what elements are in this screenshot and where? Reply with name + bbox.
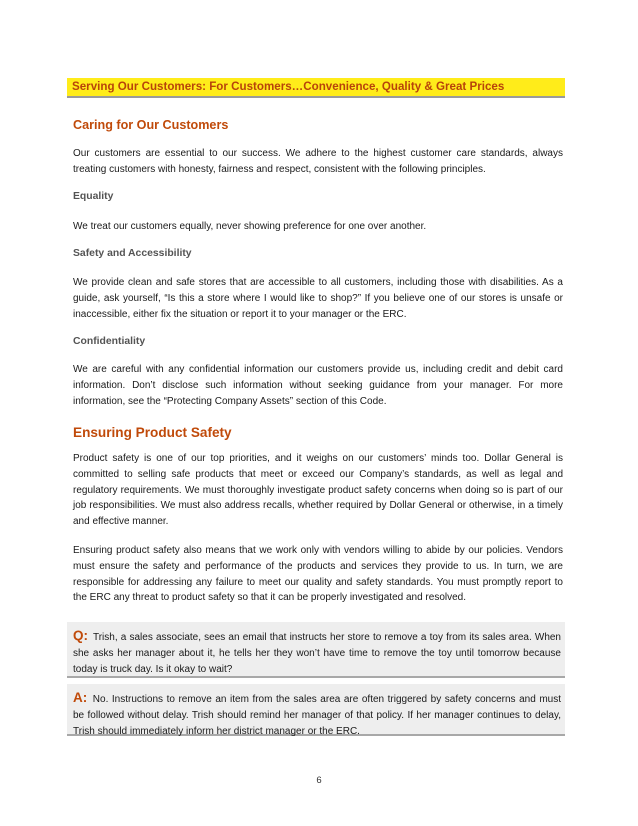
section-banner: Serving Our Customers: For Customers…Convenience, Quality & Great Prices (67, 78, 565, 98)
question-mark-label: Q: (73, 628, 88, 643)
safety-accessibility-heading: Safety and Accessibility (73, 248, 192, 259)
equality-body: We treat our customers equally, never showing preference for one over another. (73, 221, 427, 232)
confidentiality-heading: Confidentiality (73, 336, 146, 347)
safety-accessibility-body: We provide clean and safe stores that are accessible to all customers, including those with disabilities. As a guide, ask yourself, “Is this a store where I would like to shop?” If you believe one of our stores is unsafe or inaccessible, either fix the situation or report it to your manager or the ERC. (73, 277, 563, 320)
question-box (67, 622, 565, 678)
equality-heading: Equality (73, 191, 114, 202)
caring-heading: Caring for Our Customers (73, 118, 229, 132)
page-number: 6 (316, 775, 322, 786)
product-safety-heading: Ensuring Product Safety (73, 425, 232, 440)
confidentiality-body: We are careful with any confidential information our customers provide us, including credit and debit card information. Don’t disclose such information without seeking guidance from your manager. For more information, see the “Protecting Company Assets” section of this Code. (73, 364, 563, 407)
question-text: Trish, a sales associate, sees an email that instructs her store to remove a toy from its sales area. When she asks her manager about it, he tells her they won’t have time to remove the toy until tomorrow because today is truck day. Is it okay to wait? (73, 632, 561, 675)
answer-text: No. Instructions to remove an item from the sales area are often triggered by safety concerns and must be followed without delay. Trish should remind her manager of that policy. If her manager continues to delay, Trish should immediately inform her district manager or the ERC. (73, 694, 561, 737)
caring-intro: Our customers are essential to our success. We adhere to the highest customer care standards, always treating customers with honesty, fairness and respect, consistent with the following principles. (73, 148, 563, 175)
answer-mark-label: A: (73, 690, 88, 705)
product-safety-paragraph-2: Ensuring product safety also means that we work only with vendors willing to abide by our policies. Vendors must ensure the safety and performance of the products and services they provide to us. In turn, we are responsible for addressing any failure to meet our quality and safety standards. You must promptly report to the ERC any threat to product safety so that it can be properly investigated and resolved. (73, 545, 563, 604)
product-safety-paragraph-1: Product safety is one of our top priorities, and it weighs on our customers’ minds too. Dollar General is committed to selling safe products that meet or exceed our Company’s standards, as well as legal and regulatory requirements. We must thoroughly investigate product safety concerns when doing so is part of our job responsibilities. We must also address recalls, whether required by Dollar General or otherwise, in a timely and effective manner. (73, 453, 563, 528)
answer-box (67, 684, 565, 736)
